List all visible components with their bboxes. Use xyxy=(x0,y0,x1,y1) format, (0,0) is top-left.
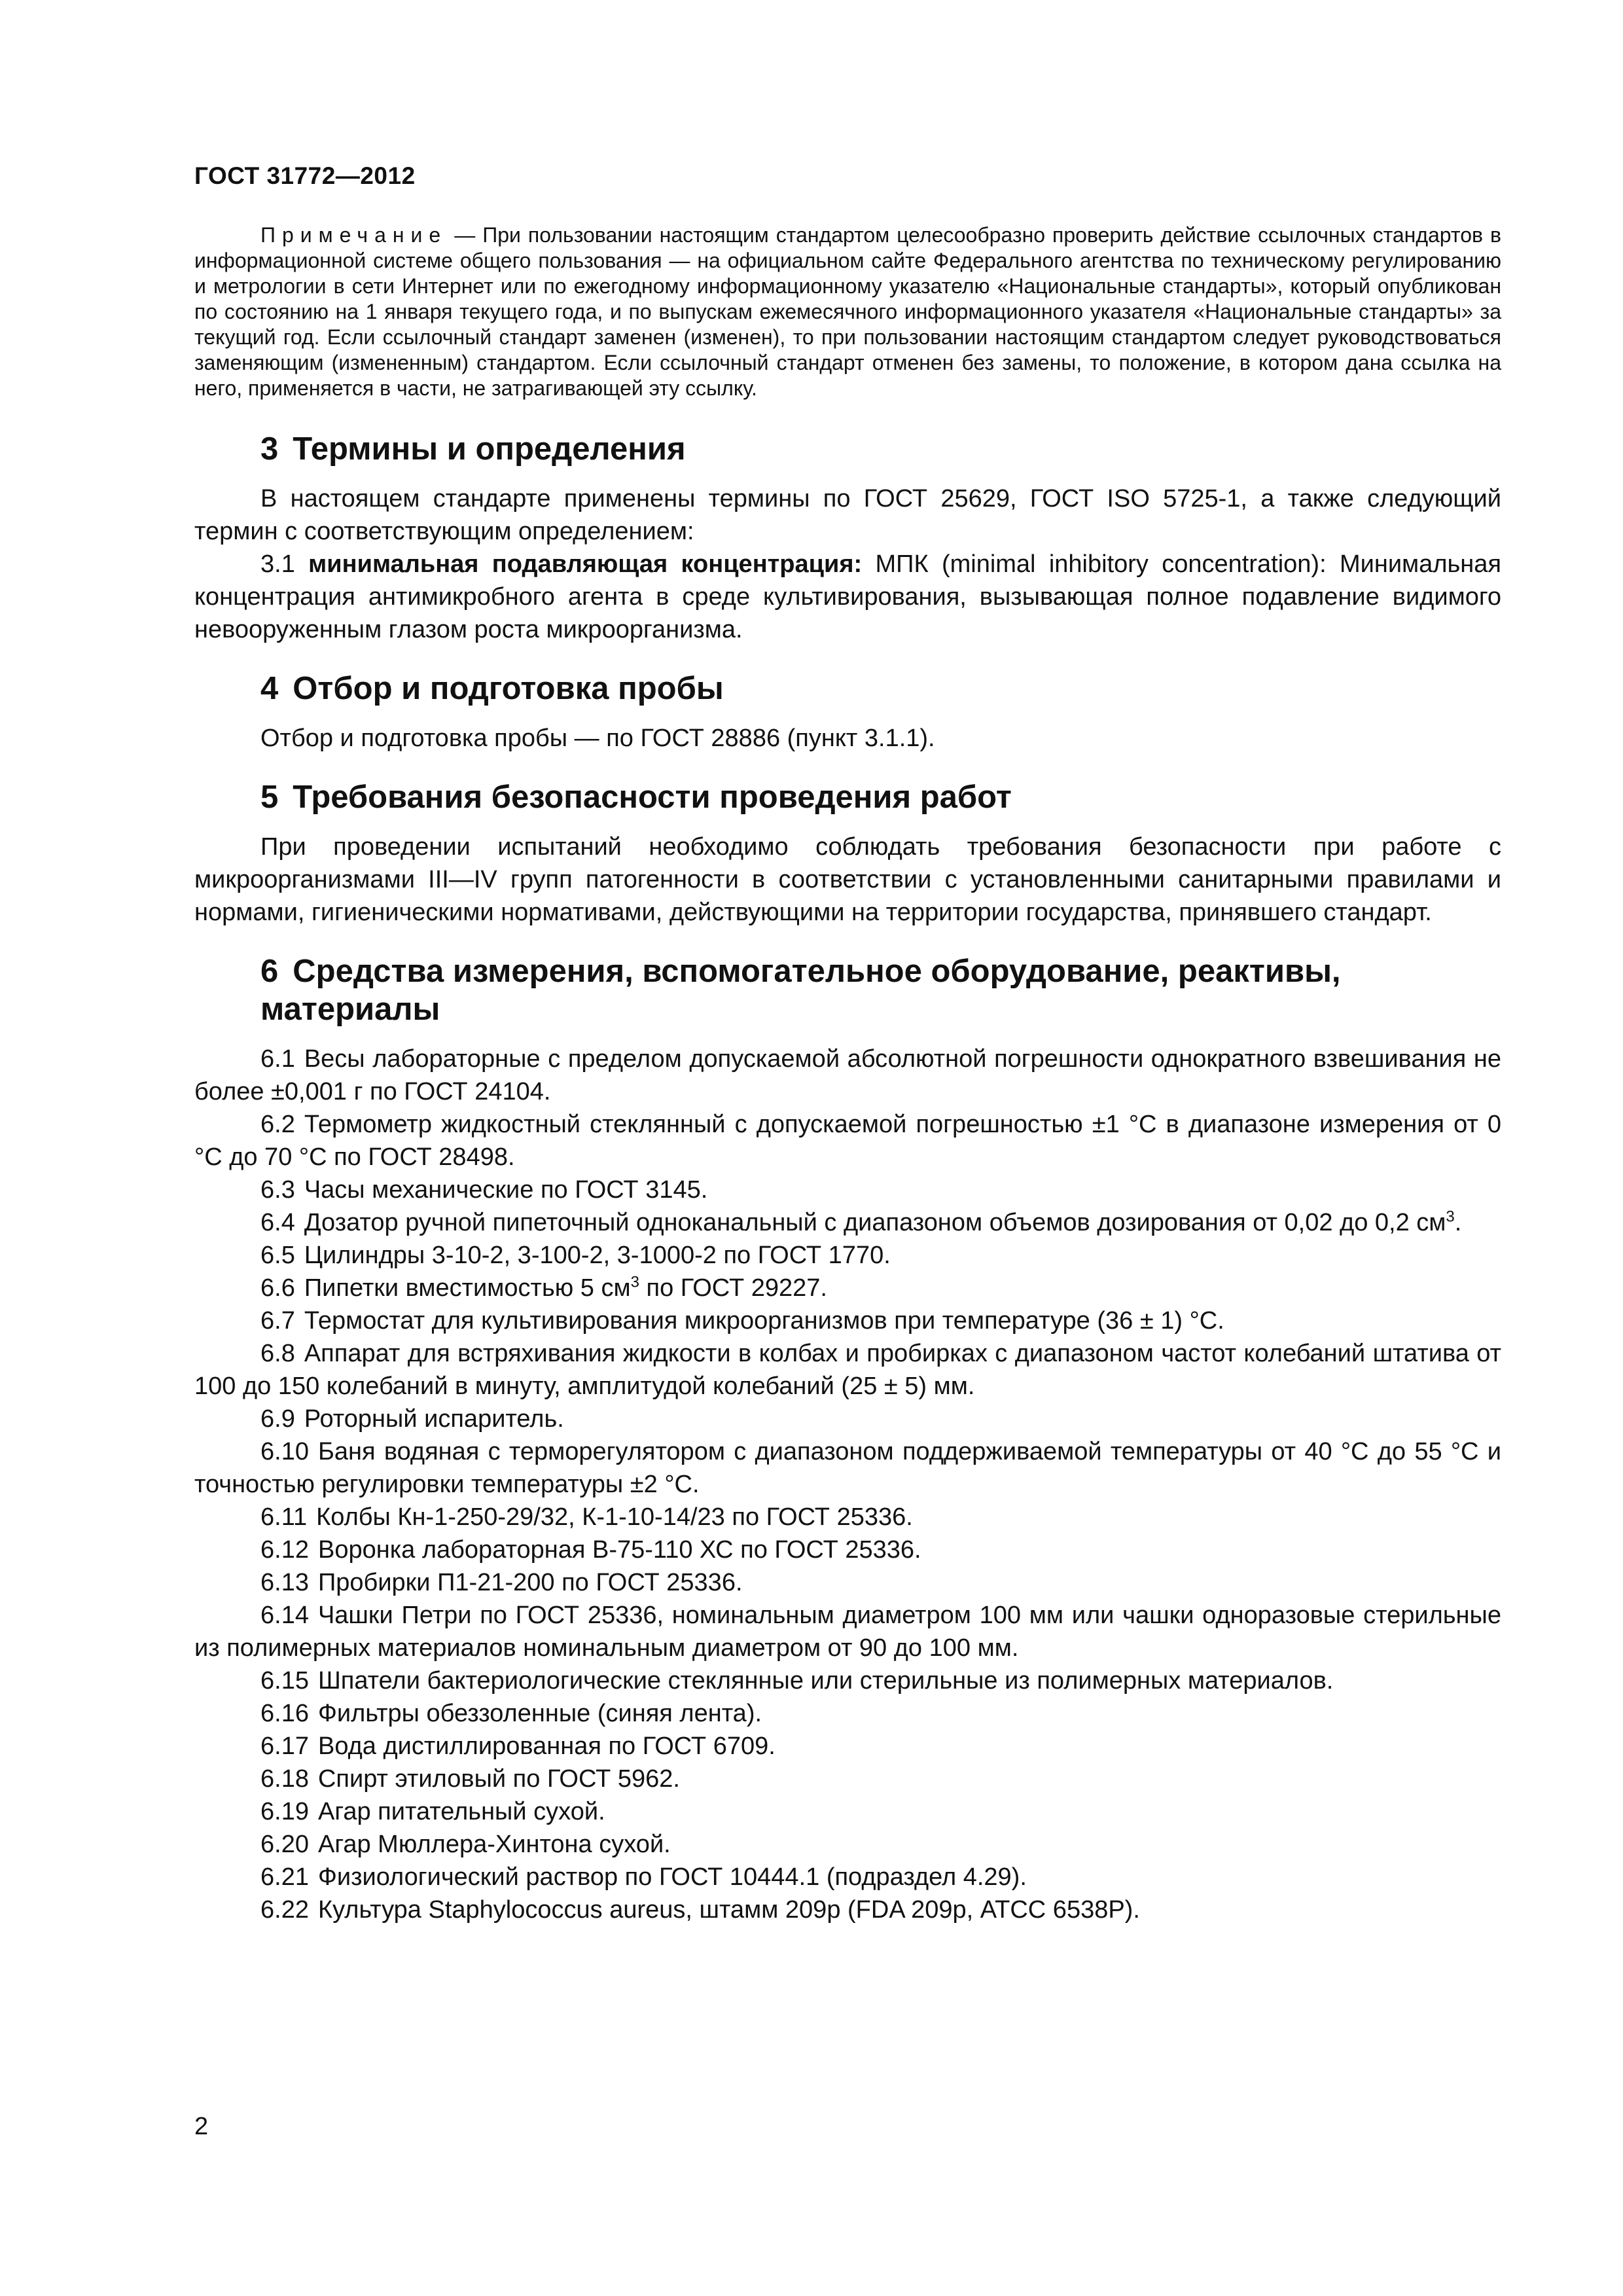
list-item xyxy=(194,1304,1501,1337)
section-4-title: Отбор и подготовка пробы xyxy=(293,671,724,706)
item-number: 6.3 xyxy=(260,1176,295,1204)
item-text-tail: . xyxy=(1454,1209,1462,1236)
item-number: 6.9 xyxy=(260,1405,295,1433)
item-text: Пробирки П1-21-200 по ГОСТ 25336. xyxy=(317,1569,743,1596)
list-item xyxy=(194,1501,1501,1534)
note-paragraph xyxy=(194,223,1501,401)
item-number: 6.2 xyxy=(260,1111,295,1138)
list-item xyxy=(194,1403,1501,1435)
item-text: Воронка лабораторная В-75-110 ХС по ГОСТ 25336. xyxy=(317,1536,921,1564)
item-number: 6.10 xyxy=(260,1438,309,1465)
list-item xyxy=(194,1272,1501,1304)
item-number: 6.5 xyxy=(260,1242,295,1269)
section-3-title: Термины и определения xyxy=(293,431,686,467)
item-text: Чашки Петри по ГОСТ 25336, номинальным диаметром 100 мм или чашки одноразовые стерильные из полимерных материалов номинальным диаметром от 90 до 100 мм. xyxy=(194,1602,1501,1662)
page-number: 2 xyxy=(194,2113,209,2140)
list-item xyxy=(194,1337,1501,1403)
item-number: 6.13 xyxy=(260,1569,309,1596)
item-text: Весы лабораторные с пределом допускаемой абсолютной погрешности однократного взвешивания не более ±0,001 г по ГОСТ 24104. xyxy=(194,1045,1501,1105)
section-5-text: При проведении испытаний необходимо соблюдать требования безопасности при работе с микроорганизмами III—IV групп патогенности в соответствии с установленными санитарными правилами и нормами, гигиеническими нормативами, действующими на территории государства, принявшего стандарт. xyxy=(194,833,1501,926)
section-3-intro: В настоящем стандарте применены термины по ГОСТ 25629, ГОСТ ISO 5725-1, а также следующий термин с соответствующим определением: xyxy=(194,485,1501,545)
item-text: Физиологический раствор по ГОСТ 10444.1 (подраздел 4.29). xyxy=(317,1863,1027,1891)
section-6-title: Средства измерения, вспомогательное оборудование, реактивы, материалы xyxy=(260,954,1341,1027)
item-text: Шпатели бактериологические стеклянные или стерильные из полимерных материалов. xyxy=(317,1667,1334,1695)
note-label: Примечание xyxy=(260,223,448,247)
list-item xyxy=(194,1534,1501,1566)
section-3-heading xyxy=(194,430,1501,468)
list-item xyxy=(194,1795,1501,1828)
item-text: Фильтры обеззоленные (синяя лента). xyxy=(317,1700,762,1727)
term-name: минимальная подавляющая концентрация: xyxy=(308,550,863,578)
item-text: Пипетки вместимостью 5 см xyxy=(304,1274,631,1302)
item-text: Цилиндры 3-10-2, 3-100-2, 3-1000-2 по ГОСТ 1770. xyxy=(304,1242,891,1269)
item-number: 6.14 xyxy=(260,1602,309,1629)
list-item xyxy=(194,1239,1501,1272)
list-item xyxy=(194,1174,1501,1206)
section-6-item-list xyxy=(194,1043,1501,1926)
item-number: 6.15 xyxy=(260,1667,309,1695)
page-content xyxy=(194,223,1501,1926)
item-number: 6.22 xyxy=(260,1896,309,1924)
section-3-number: 3 xyxy=(260,431,279,467)
item-number: 6.17 xyxy=(260,1732,309,1760)
list-item xyxy=(194,1108,1501,1174)
item-text: Агар питательный сухой. xyxy=(317,1798,605,1825)
list-item xyxy=(194,1599,1501,1664)
item-superscript: 3 xyxy=(630,1273,639,1291)
item-number: 6.20 xyxy=(260,1831,309,1858)
section-4-text: Отбор и подготовка пробы — по ГОСТ 28886 (пункт 3.1.1). xyxy=(260,725,935,752)
note-text: — При пользовании настоящим стандартом целесообразно проверить действие ссылочных стандартов в информационной системе общего пользования — на официальном сайте Федерального агентства по техническому регулированию и метрологии в сети Интернет или по ежегодному информационному указателю «Национальные стандарты», который опубликован по состоянию на 1 января текущего года, и по выпускам ежемесячного информационного указателя «Национальные стандарты» за текущий год. Если ссылочный стандарт заменен (изменен), то при пользовании настоящим стандартом следует руководствоваться заменяющим (измененным) стандартом. Если ссылочный стандарт отменен без замены, то положение, в котором дана ссылка на него, применяется в части, не затрагивающей эту ссылку. xyxy=(194,223,1502,400)
section-5-heading xyxy=(194,778,1501,816)
item-number: 6.6 xyxy=(260,1274,295,1302)
item-number: 6.12 xyxy=(260,1536,309,1564)
section-4-heading xyxy=(194,670,1501,708)
term-3-1 xyxy=(194,548,1501,646)
item-number: 6.4 xyxy=(260,1209,295,1236)
list-item xyxy=(194,1206,1501,1239)
list-item xyxy=(194,1861,1501,1893)
item-text: Вода дистиллированная по ГОСТ 6709. xyxy=(317,1732,776,1760)
list-item xyxy=(194,1893,1501,1926)
list-item xyxy=(194,1664,1501,1697)
section-5-title: Требования безопасности проведения работ xyxy=(293,780,1012,815)
item-number: 6.8 xyxy=(260,1340,295,1367)
list-item xyxy=(194,1697,1501,1730)
item-number: 6.16 xyxy=(260,1700,309,1727)
item-text-tail: по ГОСТ 29227. xyxy=(639,1274,827,1302)
item-text: Агар Мюллера-Хинтона сухой. xyxy=(317,1831,671,1858)
section-5-number: 5 xyxy=(260,780,279,815)
item-text: Роторный испаритель. xyxy=(304,1405,564,1433)
section-6-heading xyxy=(194,952,1501,1028)
list-item xyxy=(194,1566,1501,1599)
item-number: 6.7 xyxy=(260,1307,295,1335)
list-item xyxy=(194,1763,1501,1795)
list-item xyxy=(194,1435,1501,1501)
document-code-header: ГОСТ 31772—2012 xyxy=(194,162,416,189)
list-item xyxy=(194,1043,1501,1108)
item-text: Термостат для культивирования микроорганизмов при температуре (36 ± 1) °С. xyxy=(304,1307,1224,1335)
list-item xyxy=(194,1828,1501,1861)
section-4-number: 4 xyxy=(260,671,279,706)
item-number: 6.19 xyxy=(260,1798,309,1825)
item-text: Аппарат для встряхивания жидкости в колбах и пробирках с диапазоном частот колебаний штатива от 100 до 150 колебаний в минуту, амплитудой колебаний (25 ± 5) мм. xyxy=(194,1340,1501,1400)
list-item xyxy=(194,1730,1501,1763)
item-number: 6.11 xyxy=(260,1503,308,1531)
item-text: Баня водяная с терморегулятором с диапазоном поддерживаемой температуры от 40 °С до 55 °С и точностью регулировки температуры ±2 °С. xyxy=(194,1438,1501,1498)
item-number: 6.1 xyxy=(260,1045,295,1073)
section-6-number: 6 xyxy=(260,954,279,989)
item-text: Колбы Кн-1-250-29/32, К-1-10-14/23 по ГОСТ 25336. xyxy=(316,1503,913,1531)
term-number: 3.1 xyxy=(260,550,295,578)
item-text: Часы механические по ГОСТ 3145. xyxy=(304,1176,708,1204)
item-superscript: 3 xyxy=(1446,1208,1455,1226)
item-text: Термометр жидкостный стеклянный с допускаемой погрешностью ±1 °С в диапазоне измерения от 0 °С до 70 °С по ГОСТ 28498. xyxy=(194,1111,1501,1171)
item-text: Дозатор ручной пипеточный одноканальный с диапазоном объемов дозирования от 0,02 до 0,2 см xyxy=(304,1209,1446,1236)
item-text: Культура Staphylococcus aureus, штамм 209р (FDA 209р, АТСС 6538Р). xyxy=(317,1896,1140,1924)
item-text: Спирт этиловый по ГОСТ 5962. xyxy=(317,1765,680,1793)
item-number: 6.21 xyxy=(260,1863,309,1891)
item-number: 6.18 xyxy=(260,1765,309,1793)
term-definition: МПК (minimal inhibitory concentration): Минимальная концентрация антимикробного агента в среде культивирования, вызывающая полное подавление видимого невооруженным глазом роста микроорганизма. xyxy=(194,550,1501,643)
